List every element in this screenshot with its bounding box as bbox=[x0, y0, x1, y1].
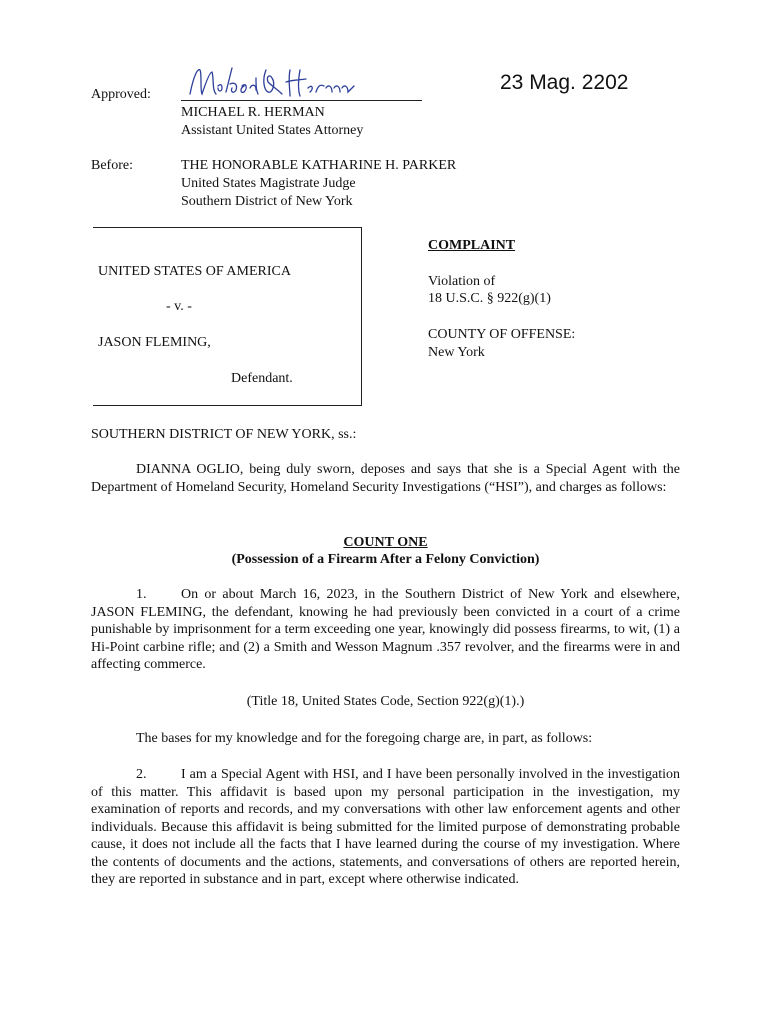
county-label: COUNTY OF OFFENSE: bbox=[428, 327, 576, 342]
before-label: Before: bbox=[91, 158, 133, 173]
versus: - v. - bbox=[166, 299, 192, 314]
count-title: COUNT ONE bbox=[343, 535, 428, 550]
approver-name: MICHAEL R. HERMAN bbox=[181, 105, 325, 120]
attorney-signature bbox=[186, 64, 356, 104]
docket-number: 23 Mag. 2202 bbox=[500, 71, 629, 94]
signature-line bbox=[181, 100, 422, 101]
violation-statute: 18 U.S.C. § 922(g)(1) bbox=[428, 291, 551, 306]
paragraph-1-number: 1. bbox=[136, 587, 147, 602]
complaint-title: COMPLAINT bbox=[428, 238, 516, 253]
judge-name: THE HONORABLE KATHARINE H. PARKER bbox=[181, 158, 457, 173]
approver-title: Assistant United States Attorney bbox=[181, 123, 364, 138]
defendant-name: JASON FLEMING, bbox=[98, 335, 211, 350]
judge-court: Southern District of New York bbox=[181, 194, 353, 209]
statute-citation: (Title 18, United States Code, Section 922(g)(1).) bbox=[246, 694, 525, 709]
judge-title: United States Magistrate Judge bbox=[181, 176, 356, 191]
bases-text: The bases for my knowledge and for the foregoing charge are, in part, as follows: bbox=[136, 731, 593, 746]
plaintiff: UNITED STATES OF AMERICA bbox=[98, 264, 291, 279]
count-subtitle: (Possession of a Firearm After a Felony Conviction) bbox=[231, 552, 540, 567]
paragraph-2-number: 2. bbox=[136, 767, 147, 782]
venue-line: SOUTHERN DISTRICT OF NEW YORK, ss.: bbox=[91, 427, 357, 442]
paragraph-2 bbox=[91, 766, 680, 889]
intro-paragraph bbox=[91, 461, 680, 496]
intro-text: DIANNA OGLIO, being duly sworn, deposes and says that she is a Special Agent with the Department of Homeland Security, Homeland Security Investigations (“HSI”), and charges as follows: bbox=[91, 462, 680, 495]
violation-label: Violation of bbox=[428, 274, 496, 289]
approved-label: Approved: bbox=[91, 87, 151, 102]
case-caption-box bbox=[93, 227, 362, 406]
bases-paragraph bbox=[91, 730, 680, 748]
defendant-label: Defendant. bbox=[231, 371, 293, 386]
county-value: New York bbox=[428, 345, 485, 360]
paragraph-1 bbox=[91, 586, 680, 674]
paragraph-1-text: On or about March 16, 2023, in the Southern District of New York and elsewhere, JASON FLEMING, the defendant, knowing he had previously been convicted in a court of a crime punishable by imprisonment for a term exceeding one year, knowingly did possess firearms, to wit, (1) a Hi-Point carbine rifle; and (2) a Smith and Wesson Magnum .357 revolver, and the firearms were in and affecting commerce. bbox=[91, 587, 680, 672]
paragraph-2-text: I am a Special Agent with HSI, and I have been personally involved in the investigation of this matter. This affidavit is based upon my personal participation in the investigation, my examination of reports and records, and my conversations with other law enforcement agents and other individuals. Because this affidavit is being submitted for the limited purpose of demonstrating probable cause, it does not include all the facts that I have learned during the course of my investigation. Where the contents of documents and the actions, statements, and conversations of others are reported herein, they are reported in substance and in part, except where otherwise indicated. bbox=[91, 767, 680, 887]
